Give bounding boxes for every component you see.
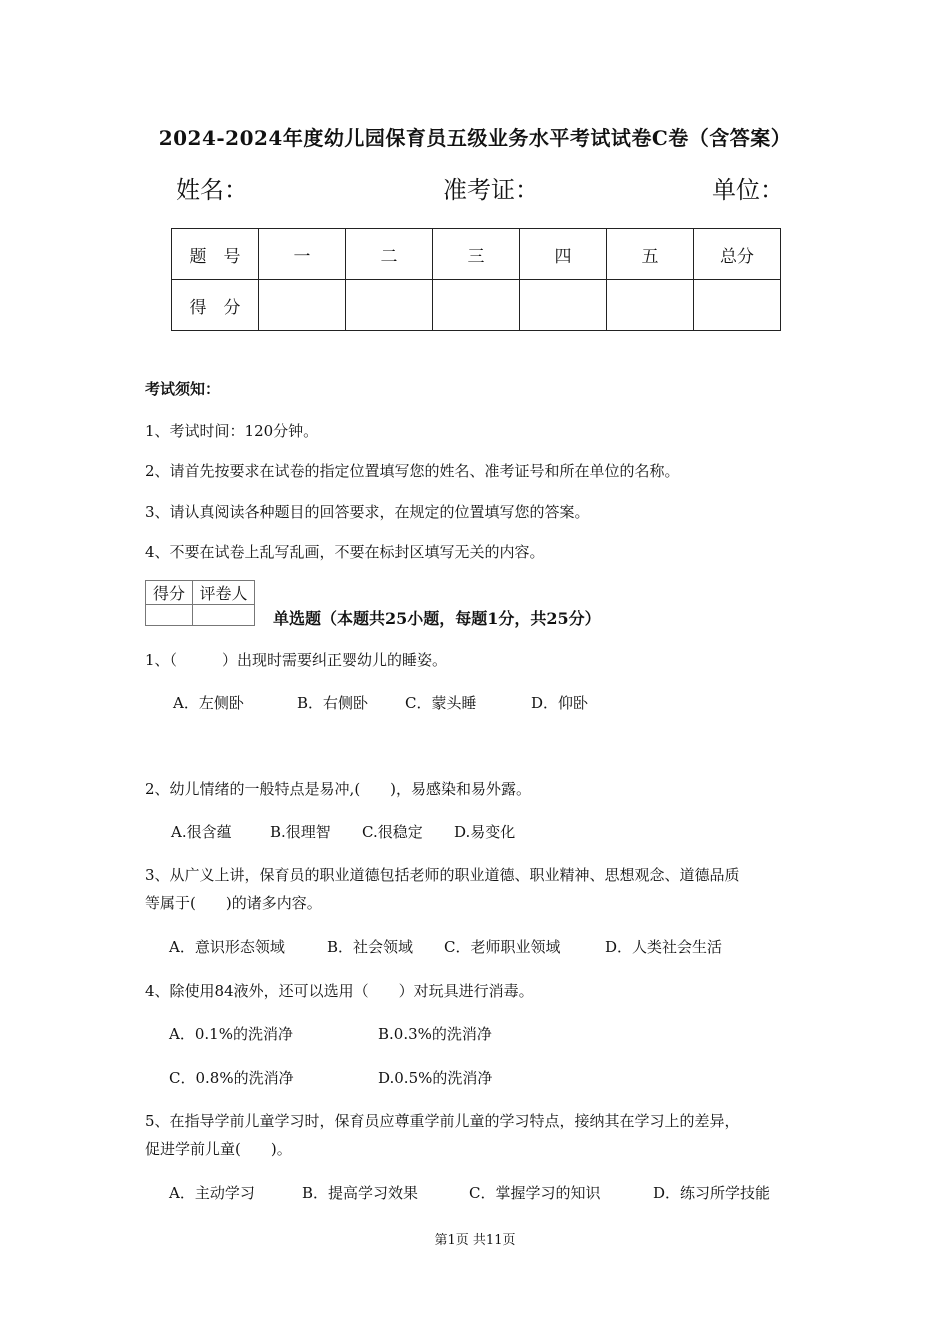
score-header-cell: 五: [607, 229, 694, 280]
notice-item: 1、考试时间：120分钟。: [145, 422, 319, 440]
question-option: A．左侧卧: [173, 694, 244, 712]
question-stem: 4、除使用84液外，还可以选用（ ）对玩具进行消毒。: [145, 982, 534, 1000]
score-cell: [694, 280, 781, 331]
question-option: D.0.5%的洗消净: [378, 1069, 493, 1087]
question-stem: 2、幼儿情绪的一般特点是易冲,( )，易感染和易外露。: [145, 780, 532, 798]
score-cell: [607, 280, 694, 331]
question-option: D．练习所学技能: [653, 1184, 771, 1202]
grader-box: [145, 580, 255, 626]
question-option: B．社会领域: [327, 938, 414, 956]
score-header-cell: 题 号: [172, 229, 259, 280]
score-header-cell: 一: [259, 229, 346, 280]
question-option: D.易变化: [454, 823, 516, 841]
question-option: A.很含蕴: [171, 823, 232, 841]
grader-score-cell: [146, 605, 193, 626]
unit-label: 单位：: [712, 176, 784, 204]
question-option: C．老师职业领域: [444, 938, 561, 956]
question-stem-continued: 等属于( )的诸多内容。: [145, 894, 322, 912]
question-option: B.很理智: [270, 823, 331, 841]
question-option: A．0.1%的洗消净: [169, 1025, 293, 1043]
question-option: B．提高学习效果: [302, 1184, 419, 1202]
page-number: 第1页 共11页: [434, 1233, 516, 1248]
question-option: C．0.8%的洗消净: [169, 1069, 294, 1087]
page-title: 2024-2024年度幼儿园保育员五级业务水平考试试卷C卷（含答案）: [158, 126, 792, 150]
score-header-cell: 总分: [694, 229, 781, 280]
section-title: 单选题（本题共25小题，每题1分，共25分）: [273, 609, 601, 628]
exam-id-label: 准考证：: [443, 176, 539, 204]
score-cell: [520, 280, 607, 331]
grader-score-label: 得分: [146, 581, 193, 605]
score-row-label: 得 分: [172, 280, 259, 331]
score-header-cell: 四: [520, 229, 607, 280]
score-cell: [259, 280, 346, 331]
notice-item: 4、不要在试卷上乱写乱画，不要在标封区填写无关的内容。: [145, 543, 545, 561]
score-cell: [433, 280, 520, 331]
question-option: A．意识形态领域: [169, 938, 285, 956]
name-label: 姓名：: [176, 176, 248, 204]
score-header-cell: 三: [433, 229, 520, 280]
question-option: D．人类社会生活: [605, 938, 723, 956]
notice-heading: 考试须知：: [145, 380, 221, 398]
question-option: C．掌握学习的知识: [469, 1184, 601, 1202]
score-table-header-row: [172, 229, 781, 280]
score-cell: [346, 280, 433, 331]
score-table-score-row: [172, 280, 781, 331]
notice-item: 3、请认真阅读各种题目的回答要求，在规定的位置填写您的答案。: [145, 503, 590, 521]
notice-item: 2、请首先按要求在试卷的指定位置填写您的姓名、准考证号和所在单位的名称。: [145, 462, 680, 480]
grader-name-cell: [193, 605, 255, 626]
question-option: A．主动学习: [169, 1184, 255, 1202]
question-stem: 5、在指导学前儿童学习时，保育员应尊重学前儿童的学习特点，接纳其在学习上的差异，: [145, 1112, 740, 1130]
grader-label: 评卷人: [193, 581, 255, 605]
question-option: B.0.3%的洗消净: [378, 1025, 492, 1043]
question-stem: 1、（ ）出现时需要纠正婴幼儿的睡姿。: [145, 651, 448, 669]
question-option: D．仰卧: [531, 694, 589, 712]
question-option: C．蒙头睡: [405, 694, 477, 712]
score-header-cell: 二: [346, 229, 433, 280]
question-option: C.很稳定: [362, 823, 423, 841]
question-option: B．右侧卧: [297, 694, 369, 712]
question-stem-continued: 促进学前儿童( )。: [145, 1140, 292, 1158]
question-stem: 3、从广义上讲，保育员的职业道德包括老师的职业道德、职业精神、思想观念、道德品质: [145, 866, 740, 884]
score-table: [171, 228, 781, 331]
